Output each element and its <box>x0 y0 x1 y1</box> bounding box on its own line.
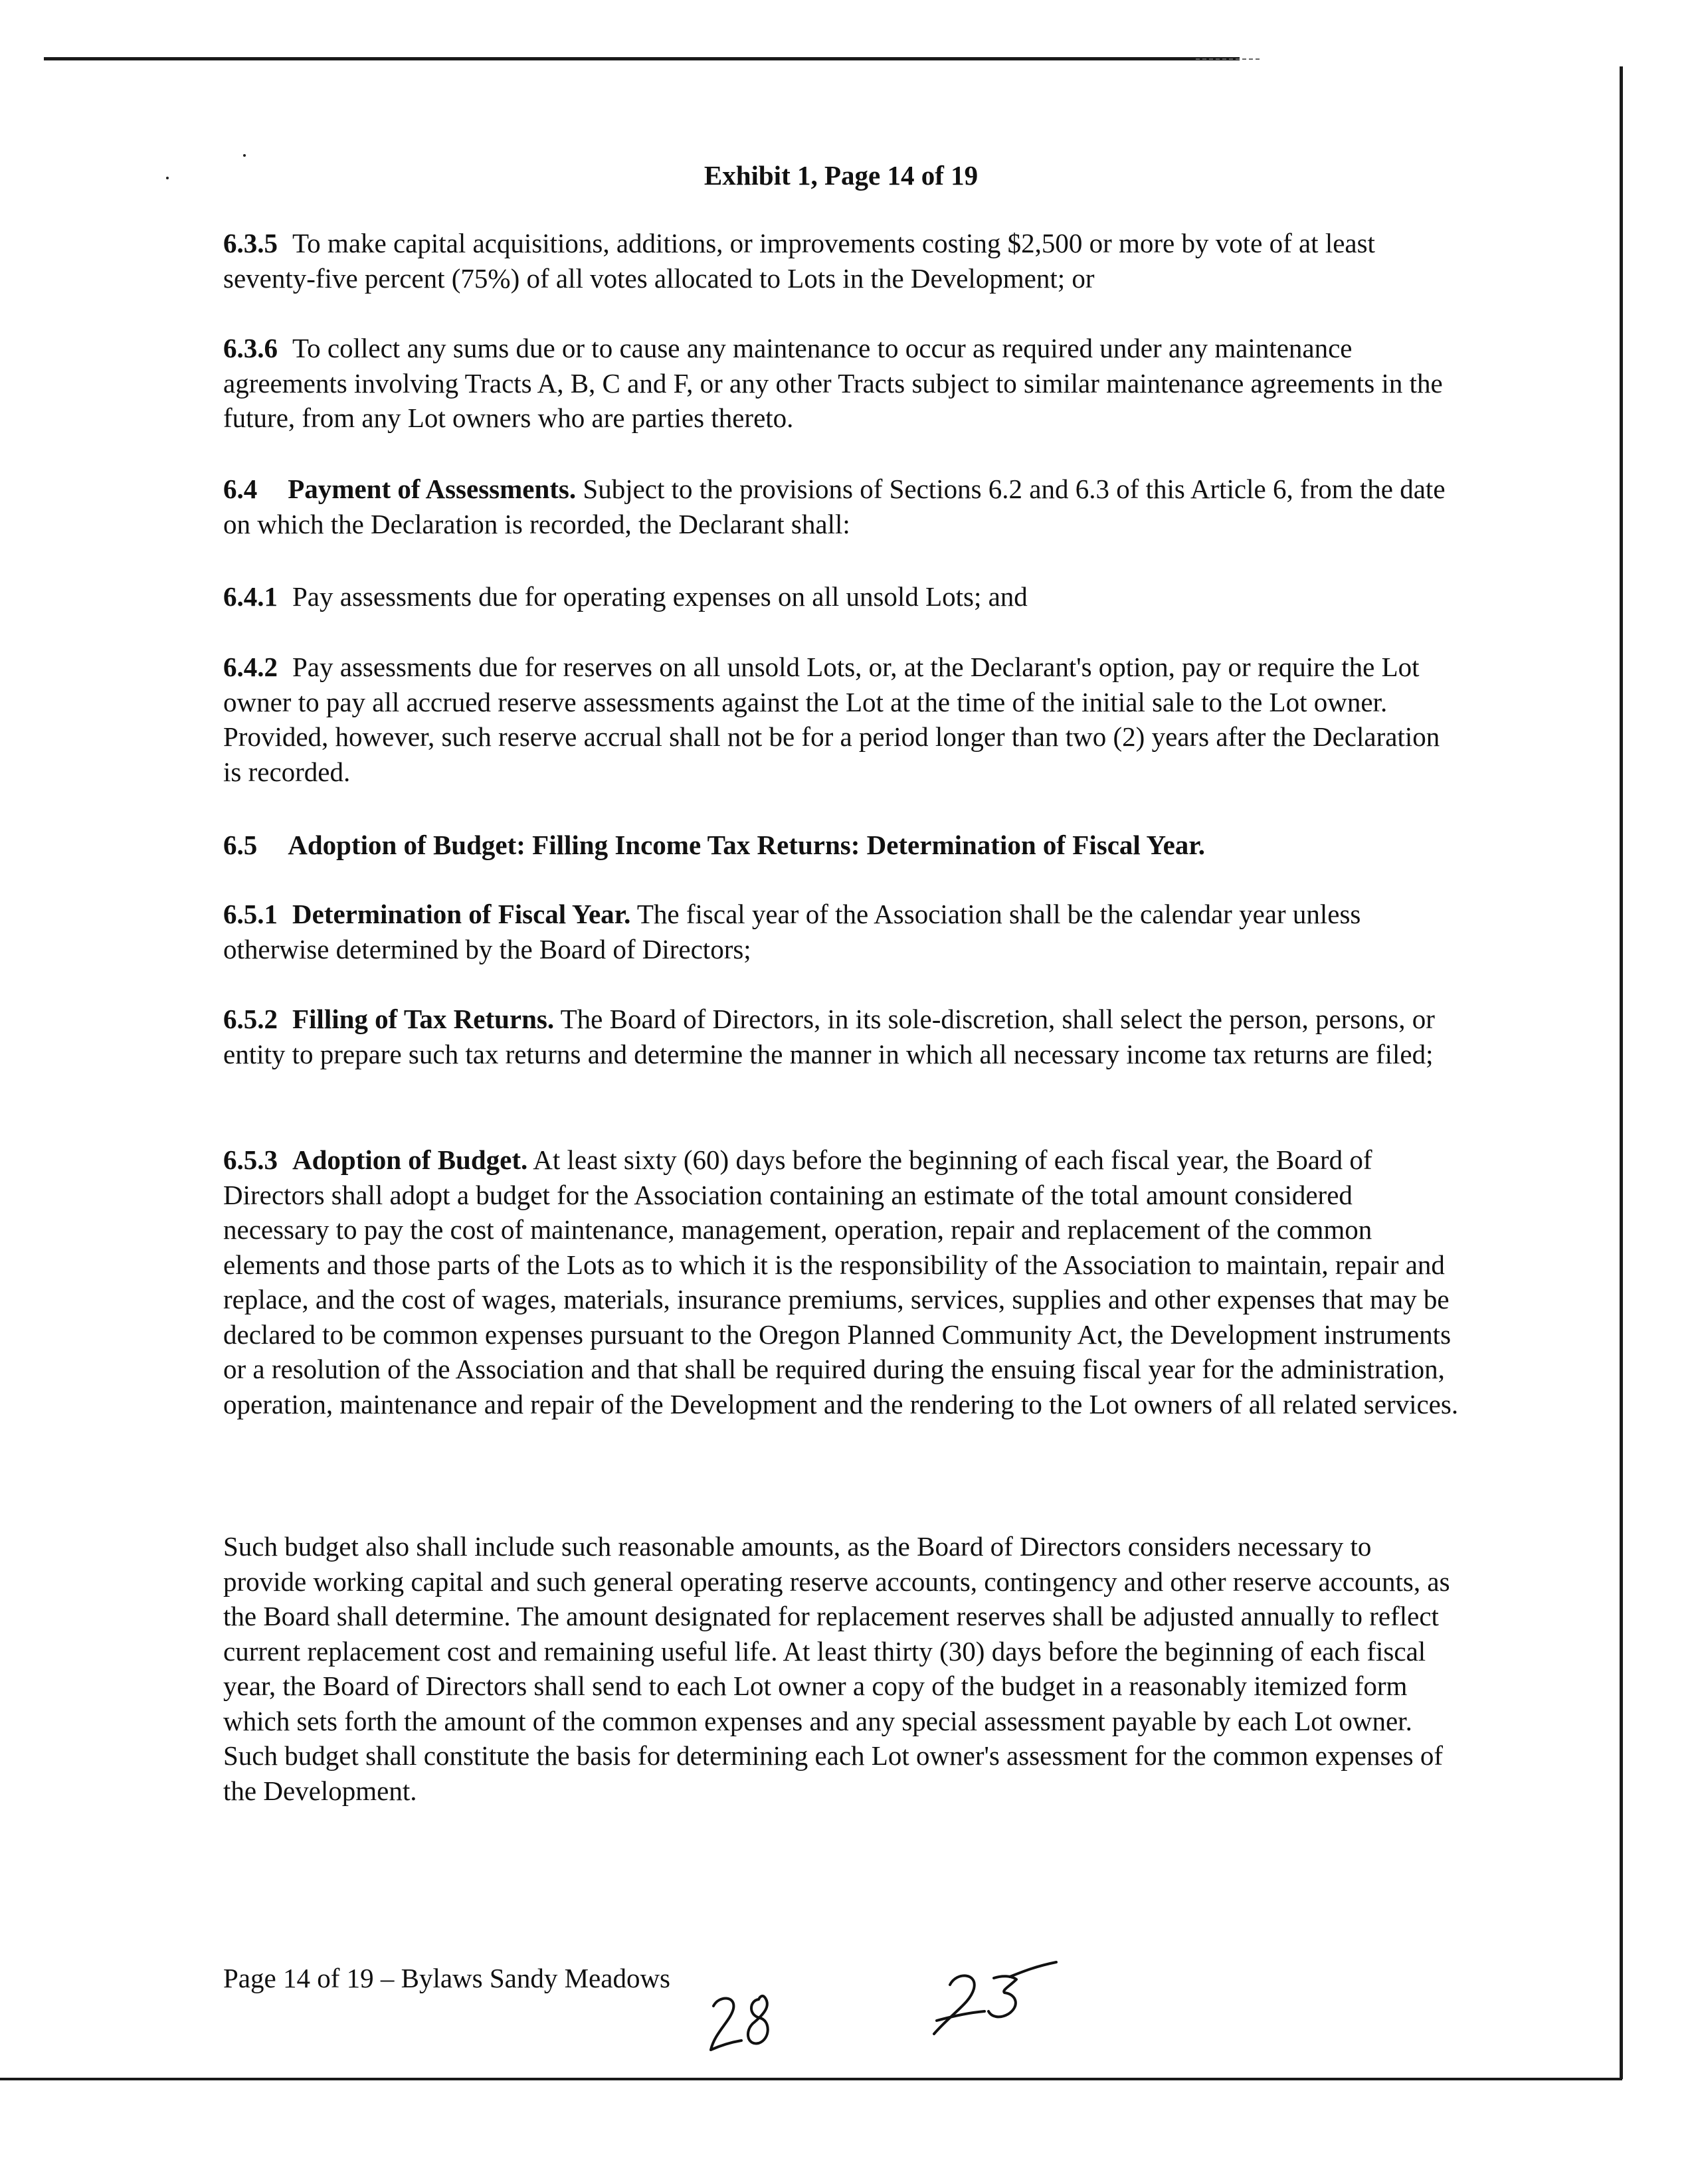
right-border-line <box>1620 66 1623 2079</box>
section-number: 6.4.1 <box>223 581 278 612</box>
section-text: At least sixty (60) days before the beginning of each fiscal year, the Board of Directors shall adopt a budget for the Association containing an estimate of the total amount considered necessary to pay the cost of maintenance, management, operation, repair and replacement of the common elements and those parts of the Lots as to which it is the responsibility of the Association to maintain, repair and replace, and the cost of wages, materials, insurance premiums, services, supplies and other expenses that may be declared to be common expenses pursuant to the Oregon Planned Community Act, the Development instruments or a resolution of the Association and that shall be required during the ensuing fiscal year for the administration, operation, maintenance and repair of the Development and the rendering to the Lot owners of all related services. <box>223 1144 1459 1419</box>
section-text: The Board of Directors, in its sole-discretion, shall select the person, persons, or entity to prepare such tax returns and determine the manner in which all necessary income tax returns are filed; <box>223 1004 1435 1069</box>
section-text: To make capital acquisitions, additions, or improvements costing $2,500 or more by vote of at least seventy-five percent (75%) of all votes allocated to Lots in the Development; or <box>223 228 1375 294</box>
section-text: The fiscal year of the Association shall be the calendar year unless otherwise determined by the Board of Directors; <box>223 899 1361 964</box>
handwritten-number-left <box>704 1986 784 2059</box>
top-border-line <box>44 57 1240 60</box>
scan-speck <box>166 177 169 179</box>
section-6-5 <box>223 828 1459 863</box>
section-number: 6.4 <box>223 474 258 504</box>
section-6-3-6 <box>223 331 1459 436</box>
section-text: Pay assessments due for reserves on all unsold Lots, or, at the Declarant's option, pay or require the Lot owner to pay all accrued reserve assessments against the Lot at the time of the initial sale to the Lot owner. Provided, however, such reserve accrual shall not be for a period longer than two (2) years after the Declaration is recorded. <box>223 652 1440 787</box>
section-6-5-2 <box>223 1002 1459 1071</box>
section-6-4-1 <box>223 579 1459 614</box>
section-number: 6.5.3 <box>223 1144 278 1175</box>
section-title: Adoption of Budget. <box>292 1144 528 1175</box>
section-6-5-3 <box>223 1142 1459 1421</box>
section-number: 6.5 <box>223 830 258 860</box>
section-6-4 <box>223 472 1459 541</box>
handwritten-left-text: 28 <box>704 1986 705 1987</box>
section-title: Filling of Tax Returns. <box>292 1004 555 1034</box>
handwritten-number-right <box>930 1959 1063 2039</box>
section-number: 6.4.2 <box>223 652 278 682</box>
section-6-4-2 <box>223 650 1459 789</box>
section-number: 6.5.1 <box>223 899 278 929</box>
section-title: Adoption of Budget: Filling Income Tax Returns: Determination of Fiscal Year. <box>288 830 1205 860</box>
section-text: Subject to the provisions of Sections 6.2 and 6.3 of this Article 6, from the date on which the Declaration is recorded, the Declarant shall: <box>223 474 1446 539</box>
section-title: Payment of Assessments. <box>288 474 577 504</box>
section-text: Pay assessments due for operating expenses on all unsold Lots; and <box>292 581 1028 612</box>
section-text: Such budget also shall include such reasonable amounts, as the Board of Directors considers necessary to provide working capital and such general operating reserve accounts, contingency and other reserve accounts, as the Board shall determine. The amount designated for replacement reserves shall be adjusted annually to reflect current replacement cost and remaining useful life. At least thirty (30) days before the beginning of each fiscal year, the Board of Directors shall send to each Lot owner a copy of the budget in a reasonably itemized form which sets forth the amount of the common expenses and any special assessment payable by each Lot owner. Such budget shall constitute the basis for determining each Lot owner's assessment for the common expenses of the Development. <box>223 1531 1450 1806</box>
section-6-5-1 <box>223 897 1459 966</box>
section-number: 6.5.2 <box>223 1004 278 1034</box>
section-title: Determination of Fiscal Year. <box>292 899 631 929</box>
scan-speck <box>243 154 246 157</box>
budget-paragraph <box>223 1529 1459 1808</box>
page-footer: Page 14 of 19 – Bylaws Sandy Meadows <box>223 1963 671 1993</box>
bottom-border-line <box>0 2078 1622 2080</box>
exhibit-heading: Exhibit 1, Page 14 of 19 <box>704 160 979 191</box>
handwritten-right-text: 23 <box>930 1959 931 1960</box>
section-text: To collect any sums due or to cause any maintenance to occur as required under any maintenance agreements involving Tracts A, B, C and F, or any other Tracts subject to similar maintenance agreements in the future, from any Lot owners who are parties thereto. <box>223 333 1443 433</box>
section-number: 6.3.6 <box>223 333 278 363</box>
section-6-3-5 <box>223 226 1459 296</box>
section-number: 6.3.5 <box>223 228 278 258</box>
top-border-fade <box>1196 58 1262 60</box>
